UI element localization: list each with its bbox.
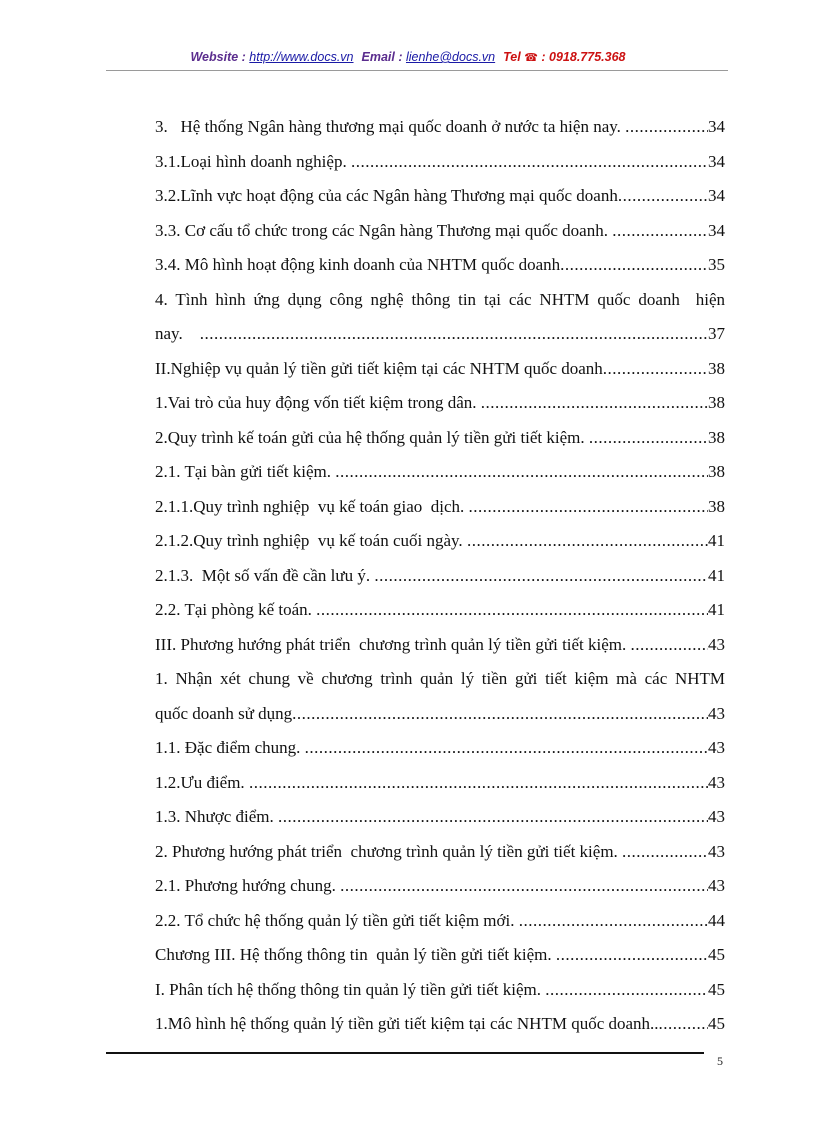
- toc-entry-page: 38: [708, 427, 725, 447]
- toc-dot-leader: [618, 179, 708, 214]
- toc-entry-title: 2.2. Tại phòng kế toán.: [155, 600, 317, 619]
- toc-entry[interactable]: [155, 697, 725, 732]
- toc-dot-leader: [374, 559, 708, 594]
- toc-entry[interactable]: [155, 524, 725, 559]
- toc-dot-leader: [340, 869, 708, 904]
- toc-entry-page: 34: [708, 220, 725, 240]
- toc-entry[interactable]: [155, 973, 725, 1008]
- toc-entry-page: 43: [708, 876, 725, 895]
- toc-entry[interactable]: [155, 110, 725, 145]
- toc-dot-leader: [467, 524, 708, 559]
- toc-entry-title: 1.2.Ưu điểm.: [155, 772, 249, 792]
- toc-entry[interactable]: [155, 731, 725, 766]
- toc-entry-page: 38: [708, 462, 725, 481]
- toc-entry-page: 41: [708, 531, 725, 550]
- toc-entry[interactable]: [155, 628, 725, 663]
- toc-dot-leader: [305, 731, 708, 766]
- toc-entry-title: 2. Phương hướng phát triển chương trình quản lý tiền gửi tiết kiệm.: [155, 841, 623, 861]
- email-link[interactable]: lienhe@docs.vn: [405, 50, 496, 64]
- toc-dot-leader: [560, 248, 708, 283]
- toc-entry[interactable]: [155, 421, 725, 456]
- toc-entry-page: 34: [708, 151, 725, 171]
- toc-entry-page: 45: [708, 1014, 725, 1033]
- page-number: 5: [717, 1054, 723, 1068]
- toc-entry-page: 43: [708, 807, 725, 826]
- toc-dot-leader: [625, 110, 708, 145]
- toc-dot-leader: [631, 628, 708, 663]
- toc-entry-page: 43: [708, 634, 725, 654]
- tel-value: : 0918.775.368: [537, 50, 626, 64]
- toc-entry-title: 3.2.Lĩnh vực hoạt động của các Ngân hàng Thương mại quốc doanh: [155, 186, 618, 205]
- toc-dot-leader: [481, 386, 708, 421]
- toc-entry[interactable]: [155, 248, 725, 283]
- toc-entry-title: 1.1. Đặc điểm chung.: [155, 738, 305, 757]
- toc-entry-page: 38: [708, 393, 725, 412]
- toc-entry-page: 43: [708, 738, 725, 757]
- toc-entry[interactable]: [155, 662, 725, 697]
- toc-entry[interactable]: [155, 938, 725, 973]
- toc-entry[interactable]: [155, 386, 725, 421]
- toc-entry[interactable]: [155, 559, 725, 594]
- toc-dot-leader: [545, 973, 708, 1008]
- toc-entry-page: 34: [708, 117, 725, 136]
- toc-entry-title: I. Phân tích hệ thống thông tin quản lý tiền gửi tiết kiệm.: [155, 979, 546, 999]
- toc-entry-title: 3. Hệ thống Ngân hàng thương mại quốc doanh ở nước ta hiện nay.: [155, 117, 626, 136]
- toc-entry-title: 3.4. Mô hình hoạt động kinh doanh của NHTM quốc doanh: [155, 255, 561, 274]
- toc-entry[interactable]: [155, 1007, 725, 1042]
- toc-entry[interactable]: [155, 317, 725, 352]
- toc-entry-page: 34: [708, 186, 725, 205]
- toc-entry[interactable]: [155, 904, 725, 939]
- phone-icon: ☎: [524, 52, 538, 64]
- page-header: [0, 50, 816, 64]
- toc-entry-title: 2.2. Tổ chức hệ thống quản lý tiền gửi tiết kiệm mới.: [155, 910, 519, 930]
- toc-entry[interactable]: [155, 869, 725, 904]
- toc-entry-title: 1.Mô hình hệ thống quản lý tiền gửi tiết kiệm tại các NHTM quốc doanh..: [155, 1014, 659, 1033]
- toc-entry[interactable]: [155, 800, 725, 835]
- toc-entry[interactable]: [155, 352, 725, 387]
- toc-entry-title: Chương III. Hệ thống thông tin quản lý tiền gửi tiết kiệm.: [155, 945, 556, 964]
- toc-dot-leader: [659, 1007, 708, 1042]
- website-label: Website :: [190, 50, 250, 64]
- toc-entry-title: 3.3. Cơ cấu tổ chức trong các Ngân hàng Thương mại quốc doanh.: [155, 220, 613, 240]
- toc-dot-leader: [278, 800, 708, 835]
- toc-dot-leader: [316, 593, 708, 628]
- toc-dot-leader: [612, 214, 708, 249]
- toc-entry-title: 2.1. Phương hướng chung.: [155, 876, 341, 895]
- website-link[interactable]: http://www.docs.vn: [249, 50, 354, 64]
- toc-entry-title: 2.1.3. Một số vấn đề cần lưu ý.: [155, 565, 375, 585]
- table-of-contents: [155, 110, 725, 1042]
- toc-entry-title: 1.3. Nhược điểm.: [155, 807, 279, 826]
- toc-entry-page: 35: [708, 255, 725, 274]
- toc-entry-title: 3.1.Loại hình doanh nghiệp.: [155, 151, 351, 171]
- toc-entry[interactable]: [155, 283, 725, 318]
- toc-entry-page: 45: [708, 979, 725, 999]
- toc-dot-leader: [519, 904, 708, 939]
- toc-entry-title: II.Nghiệp vụ quản lý tiền gửi tiết kiệm tại các NHTM quốc doanh: [155, 358, 603, 378]
- email-label: Email: [361, 50, 395, 64]
- toc-entry-page: 43: [708, 772, 725, 792]
- toc-entry-title: 1.Vai trò của huy động vốn tiết kiệm trong dân.: [155, 393, 481, 412]
- toc-dot-leader: [469, 490, 708, 525]
- toc-entry-page: 41: [708, 600, 725, 619]
- toc-entry[interactable]: [155, 179, 725, 214]
- toc-entry-title: 2.1.2.Quy trình nghiệp vụ kế toán cuối ngày.: [155, 531, 467, 550]
- toc-entry[interactable]: [155, 145, 725, 180]
- tel-label: Tel: [503, 50, 521, 64]
- toc-entry[interactable]: [155, 214, 725, 249]
- toc-entry-title: nay.: [155, 324, 200, 343]
- toc-entry-title: III. Phương hướng phát triển chương trình quản lý tiền gửi tiết kiệm.: [155, 634, 631, 654]
- toc-entry-title: 2.1.1.Quy trình nghiệp vụ kế toán giao dịch.: [155, 496, 469, 516]
- toc-entry-page: 41: [708, 565, 725, 585]
- toc-entry[interactable]: [155, 490, 725, 525]
- header-divider: [106, 70, 728, 71]
- toc-entry-page: 38: [708, 496, 725, 516]
- toc-entry[interactable]: [155, 835, 725, 870]
- toc-entry-title: 2.Quy trình kế toán gửi của hệ thống quản lý tiền gửi tiết kiệm.: [155, 427, 589, 447]
- toc-dot-leader: [292, 697, 708, 732]
- toc-entry-page: 43: [708, 703, 725, 723]
- toc-dot-leader: [603, 352, 708, 387]
- toc-dot-leader: [351, 145, 708, 180]
- footer-divider: [106, 1052, 704, 1054]
- toc-entry-page: 38: [708, 358, 725, 378]
- toc-entry-page: 37: [708, 324, 725, 343]
- toc-entry[interactable]: [155, 593, 725, 628]
- toc-entry-page: 45: [708, 945, 725, 964]
- toc-dot-leader: [249, 766, 708, 801]
- toc-entry-title: 1. Nhận xét chung về chương trình quản lý tiền gửi tiết kiệm mà các NHTM: [155, 669, 725, 688]
- toc-entry[interactable]: [155, 766, 725, 801]
- toc-entry-page: 44: [708, 910, 725, 930]
- toc-dot-leader: [622, 835, 708, 870]
- toc-entry-title: quốc doanh sử dụng: [155, 703, 293, 723]
- toc-dot-leader: [556, 938, 708, 973]
- toc-entry-page: 43: [708, 841, 725, 861]
- toc-dot-leader: [589, 421, 708, 456]
- toc-entry-title: 2.1. Tại bàn gửi tiết kiệm.: [155, 462, 336, 481]
- toc-entry[interactable]: [155, 455, 725, 490]
- toc-entry-title: 4. Tình hình ứng dụng công nghệ thông tin tại các NHTM quốc doanh hiện: [155, 289, 725, 309]
- toc-dot-leader: [200, 317, 708, 352]
- toc-dot-leader: [335, 455, 708, 490]
- email-separator: :: [394, 50, 406, 64]
